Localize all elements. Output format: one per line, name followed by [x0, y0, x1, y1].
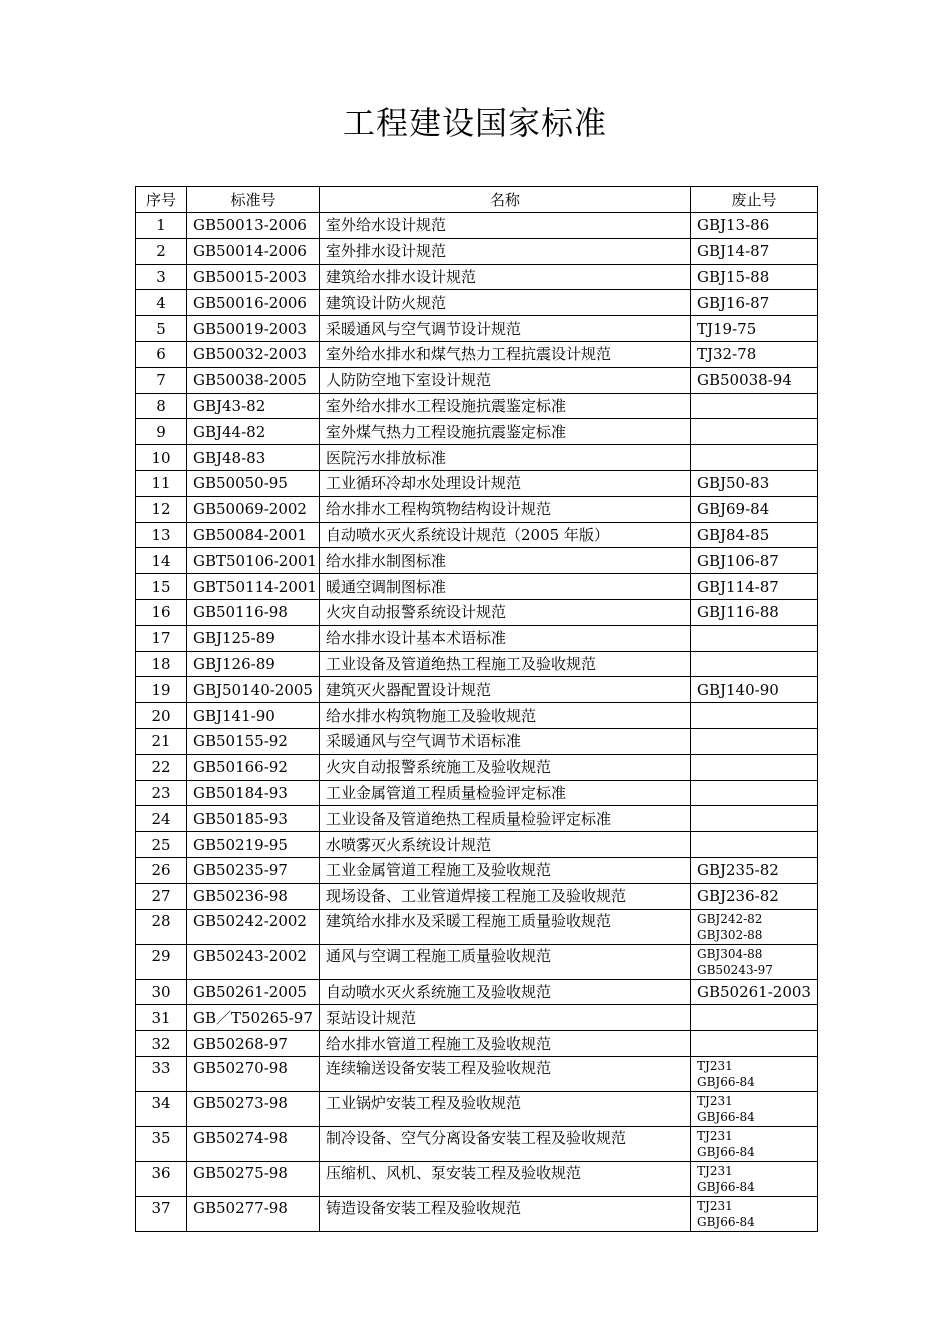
- row-replaced: [691, 1056, 818, 1091]
- table-row: [136, 1031, 818, 1057]
- row-index: 5: [136, 316, 187, 342]
- row-name: 建筑设计防火规范: [320, 290, 691, 316]
- table-row: [136, 1161, 818, 1196]
- replaced-code: TJ231: [697, 1163, 733, 1178]
- row-replaced: [691, 445, 818, 471]
- row-replaced: [691, 909, 818, 944]
- row-index: 12: [136, 496, 187, 522]
- row-replaced: [691, 857, 818, 883]
- table-row: [136, 909, 818, 944]
- row-index: 21: [136, 728, 187, 754]
- table-row: [136, 367, 818, 393]
- row-replaced: [691, 238, 818, 264]
- replaced-code: TJ231: [697, 1198, 733, 1213]
- replaced-code: GB50038-94: [697, 371, 792, 390]
- row-index: 7: [136, 367, 187, 393]
- replaced-code: GBJ114-87: [697, 577, 779, 596]
- table-row: [136, 651, 818, 677]
- replaced-code: GBJ236-82: [697, 887, 779, 906]
- row-index: 2: [136, 238, 187, 264]
- replaced-code: GBJ242-82: [697, 911, 763, 926]
- row-replaced: [691, 419, 818, 445]
- row-name: 现场设备、工业管道焊接工程施工及验收规范: [320, 883, 691, 909]
- row-name: 给水排水制图标准: [320, 548, 691, 574]
- standards-table: [135, 186, 818, 1232]
- row-name: 人防防空地下室设计规范: [320, 367, 691, 393]
- replaced-code: GBJ66-84: [697, 1074, 755, 1089]
- row-index: 1: [136, 213, 187, 239]
- row-code: GB50277-98: [187, 1196, 320, 1231]
- replaced-code: TJ19-75: [697, 319, 757, 338]
- row-name: 室外给水排水和煤气热力工程抗震设计规范: [320, 341, 691, 367]
- replaced-code: GBJ13-86: [697, 216, 770, 235]
- row-replaced: [691, 522, 818, 548]
- table-row: [136, 496, 818, 522]
- table-row: [136, 1196, 818, 1231]
- row-code: GB50069-2002: [187, 496, 320, 522]
- replaced-code: TJ231: [697, 1093, 733, 1108]
- row-index: 37: [136, 1196, 187, 1231]
- row-replaced: [691, 651, 818, 677]
- row-index: 14: [136, 548, 187, 574]
- table-row: [136, 238, 818, 264]
- replaced-code: GB50243-97: [697, 962, 773, 977]
- table-row: [136, 445, 818, 471]
- row-index: 33: [136, 1056, 187, 1091]
- row-name: 自动喷水灭火系统设计规范（2005 年版）: [320, 522, 691, 548]
- page-title: 工程建设国家标准: [342, 104, 607, 142]
- replaced-code: GBJ302-88: [697, 927, 763, 942]
- row-replaced: [691, 341, 818, 367]
- row-index: 32: [136, 1031, 187, 1057]
- table-row: [136, 1091, 818, 1126]
- table-row: [136, 213, 818, 239]
- replaced-code: GBJ66-84: [697, 1109, 755, 1124]
- row-code: GB50032-2003: [187, 341, 320, 367]
- row-name: 工业金属管道工程质量检验评定标准: [320, 780, 691, 806]
- replaced-code: TJ231: [697, 1058, 733, 1073]
- row-name: 工业锅炉安装工程及验收规范: [320, 1091, 691, 1126]
- replaced-code: GBJ16-87: [697, 293, 770, 312]
- row-code: GB50273-98: [187, 1091, 320, 1126]
- replaced-code: TJ32-78: [697, 345, 757, 364]
- row-replaced: [691, 780, 818, 806]
- table-row: [136, 548, 818, 574]
- table-row: [136, 290, 818, 316]
- row-code: GB50016-2006: [187, 290, 320, 316]
- table-row: [136, 857, 818, 883]
- row-name: 医院污水排放标准: [320, 445, 691, 471]
- table-row: [136, 470, 818, 496]
- row-name: 室外煤气热力工程设施抗震鉴定标准: [320, 419, 691, 445]
- replaced-code: GBJ304-88: [697, 946, 763, 961]
- row-name: 室外排水设计规范: [320, 238, 691, 264]
- replaced-code: GBJ235-82: [697, 861, 779, 880]
- row-index: 28: [136, 909, 187, 944]
- table-row: [136, 944, 818, 979]
- row-replaced: [691, 548, 818, 574]
- table-body: [136, 213, 818, 1232]
- row-index: 13: [136, 522, 187, 548]
- row-replaced: [691, 944, 818, 979]
- row-name: 工业循环冷却水处理设计规范: [320, 470, 691, 496]
- row-index: 16: [136, 599, 187, 625]
- row-name: 火灾自动报警系统施工及验收规范: [320, 754, 691, 780]
- row-index: 24: [136, 806, 187, 832]
- replaced-code: GBJ116-88: [697, 603, 779, 622]
- row-name: 连续输送设备安装工程及验收规范: [320, 1056, 691, 1091]
- replaced-code: GBJ66-84: [697, 1179, 755, 1194]
- replaced-code: GB50261-2003: [697, 982, 811, 1001]
- row-index: 34: [136, 1091, 187, 1126]
- row-code: GBJ44-82: [187, 419, 320, 445]
- row-replaced: [691, 1196, 818, 1231]
- row-code: GB50166-92: [187, 754, 320, 780]
- table-row: [136, 883, 818, 909]
- row-name: 工业金属管道工程施工及验收规范: [320, 857, 691, 883]
- row-name: 采暖通风与空气调节设计规范: [320, 316, 691, 342]
- replaced-code: GBJ140-90: [697, 680, 779, 699]
- header-index: 序号: [136, 187, 187, 213]
- table-header-row: [136, 187, 818, 213]
- row-code: GBT50114-2001: [187, 574, 320, 600]
- header-replaced: 废止号: [691, 187, 818, 213]
- row-index: 18: [136, 651, 187, 677]
- table-row: [136, 522, 818, 548]
- table-row: [136, 754, 818, 780]
- row-replaced: [691, 1005, 818, 1031]
- row-code: GB50261-2005: [187, 979, 320, 1005]
- row-name: 火灾自动报警系统设计规范: [320, 599, 691, 625]
- row-code: GB50185-93: [187, 806, 320, 832]
- row-code: GB50268-97: [187, 1031, 320, 1057]
- row-index: 8: [136, 393, 187, 419]
- row-index: 17: [136, 625, 187, 651]
- replaced-code: TJ231: [697, 1128, 733, 1143]
- row-code: GB50014-2006: [187, 238, 320, 264]
- row-replaced: [691, 1091, 818, 1126]
- row-name: 建筑灭火器配置设计规范: [320, 677, 691, 703]
- row-index: 29: [136, 944, 187, 979]
- row-replaced: [691, 290, 818, 316]
- row-index: 4: [136, 290, 187, 316]
- row-name: 工业设备及管道绝热工程施工及验收规范: [320, 651, 691, 677]
- row-code: GB50019-2003: [187, 316, 320, 342]
- row-replaced: [691, 832, 818, 858]
- row-index: 10: [136, 445, 187, 471]
- table-row: [136, 806, 818, 832]
- row-name: 室外给水设计规范: [320, 213, 691, 239]
- header-code: 标准号: [187, 187, 320, 213]
- row-code: GB50270-98: [187, 1056, 320, 1091]
- row-index: 15: [136, 574, 187, 600]
- row-replaced: [691, 1161, 818, 1196]
- row-index: 3: [136, 264, 187, 290]
- table-row: [136, 728, 818, 754]
- row-index: 26: [136, 857, 187, 883]
- row-index: 30: [136, 979, 187, 1005]
- table-row: [136, 832, 818, 858]
- header-name: 名称: [320, 187, 691, 213]
- row-index: 36: [136, 1161, 187, 1196]
- row-index: 23: [136, 780, 187, 806]
- row-name: 给水排水工程构筑物结构设计规范: [320, 496, 691, 522]
- row-code: GB50235-97: [187, 857, 320, 883]
- row-name: 给水排水管道工程施工及验收规范: [320, 1031, 691, 1057]
- row-replaced: [691, 883, 818, 909]
- row-index: 27: [136, 883, 187, 909]
- row-replaced: [691, 496, 818, 522]
- row-index: 22: [136, 754, 187, 780]
- row-index: 20: [136, 703, 187, 729]
- replaced-code: GBJ66-84: [697, 1144, 755, 1159]
- row-code: GB50242-2002: [187, 909, 320, 944]
- table-row: [136, 979, 818, 1005]
- row-replaced: [691, 677, 818, 703]
- row-code: GBJ50140-2005: [187, 677, 320, 703]
- row-replaced: [691, 316, 818, 342]
- row-code: GBJ141-90: [187, 703, 320, 729]
- row-code: GB50050-95: [187, 470, 320, 496]
- row-index: 25: [136, 832, 187, 858]
- row-code: GB50184-93: [187, 780, 320, 806]
- replaced-code: GBJ15-88: [697, 267, 770, 286]
- replaced-code: GBJ69-84: [697, 500, 770, 519]
- table-row: [136, 316, 818, 342]
- table-row: [136, 1056, 818, 1091]
- row-index: 31: [136, 1005, 187, 1031]
- row-code: GB50243-2002: [187, 944, 320, 979]
- row-code: GBJ48-83: [187, 445, 320, 471]
- row-code: GBJ125-89: [187, 625, 320, 651]
- row-code: GB50116-98: [187, 599, 320, 625]
- table-row: [136, 625, 818, 651]
- row-code: GBT50106-2001: [187, 548, 320, 574]
- row-name: 工业设备及管道绝热工程质量检验评定标准: [320, 806, 691, 832]
- row-name: 自动喷水灭火系统施工及验收规范: [320, 979, 691, 1005]
- row-code: GB50275-98: [187, 1161, 320, 1196]
- row-code: GB50155-92: [187, 728, 320, 754]
- row-replaced: [691, 367, 818, 393]
- row-index: 19: [136, 677, 187, 703]
- row-index: 11: [136, 470, 187, 496]
- row-code: GB50084-2001: [187, 522, 320, 548]
- row-name: 采暖通风与空气调节术语标准: [320, 728, 691, 754]
- row-replaced: [691, 599, 818, 625]
- replaced-code: GBJ50-83: [697, 474, 770, 493]
- row-code: GB50274-98: [187, 1126, 320, 1161]
- row-replaced: [691, 1126, 818, 1161]
- table-row: [136, 574, 818, 600]
- row-index: 9: [136, 419, 187, 445]
- row-replaced: [691, 213, 818, 239]
- row-name: 水喷雾灭火系统设计规范: [320, 832, 691, 858]
- table-row: [136, 341, 818, 367]
- row-name: 建筑给水排水及采暖工程施工质量验收规范: [320, 909, 691, 944]
- row-code: GBJ43-82: [187, 393, 320, 419]
- row-replaced: [691, 264, 818, 290]
- row-replaced: [691, 1031, 818, 1057]
- replaced-code: GBJ14-87: [697, 242, 770, 261]
- row-code: GB50015-2003: [187, 264, 320, 290]
- row-name: 室外给水排水工程设施抗震鉴定标准: [320, 393, 691, 419]
- row-code: GB50236-98: [187, 883, 320, 909]
- table-row: [136, 703, 818, 729]
- table-row: [136, 780, 818, 806]
- row-replaced: [691, 625, 818, 651]
- replaced-code: GBJ84-85: [697, 525, 770, 544]
- table-row: [136, 393, 818, 419]
- row-replaced: [691, 728, 818, 754]
- row-name: 压缩机、风机、泵安装工程及验收规范: [320, 1161, 691, 1196]
- row-name: 通风与空调工程施工质量验收规范: [320, 944, 691, 979]
- row-name: 制冷设备、空气分离设备安装工程及验收规范: [320, 1126, 691, 1161]
- row-code: GB／T50265-97: [187, 1005, 320, 1031]
- row-name: 泵站设计规范: [320, 1005, 691, 1031]
- table-row: [136, 419, 818, 445]
- replaced-code: GBJ66-84: [697, 1214, 755, 1229]
- row-name: 给水排水设计基本术语标准: [320, 625, 691, 651]
- row-code: GBJ126-89: [187, 651, 320, 677]
- replaced-code: GBJ106-87: [697, 551, 779, 570]
- row-code: GB50219-95: [187, 832, 320, 858]
- table-row: [136, 1005, 818, 1031]
- table-row: [136, 599, 818, 625]
- row-code: GB50038-2005: [187, 367, 320, 393]
- table-row: [136, 264, 818, 290]
- row-index: 35: [136, 1126, 187, 1161]
- table-row: [136, 1126, 818, 1161]
- row-replaced: [691, 574, 818, 600]
- row-code: GB50013-2006: [187, 213, 320, 239]
- row-replaced: [691, 979, 818, 1005]
- row-name: 给水排水构筑物施工及验收规范: [320, 703, 691, 729]
- row-replaced: [691, 470, 818, 496]
- row-replaced: [691, 754, 818, 780]
- row-replaced: [691, 703, 818, 729]
- row-replaced: [691, 393, 818, 419]
- row-name: 铸造设备安装工程及验收规范: [320, 1196, 691, 1231]
- row-name: 暖通空调制图标准: [320, 574, 691, 600]
- row-index: 6: [136, 341, 187, 367]
- row-name: 建筑给水排水设计规范: [320, 264, 691, 290]
- row-replaced: [691, 806, 818, 832]
- table-row: [136, 677, 818, 703]
